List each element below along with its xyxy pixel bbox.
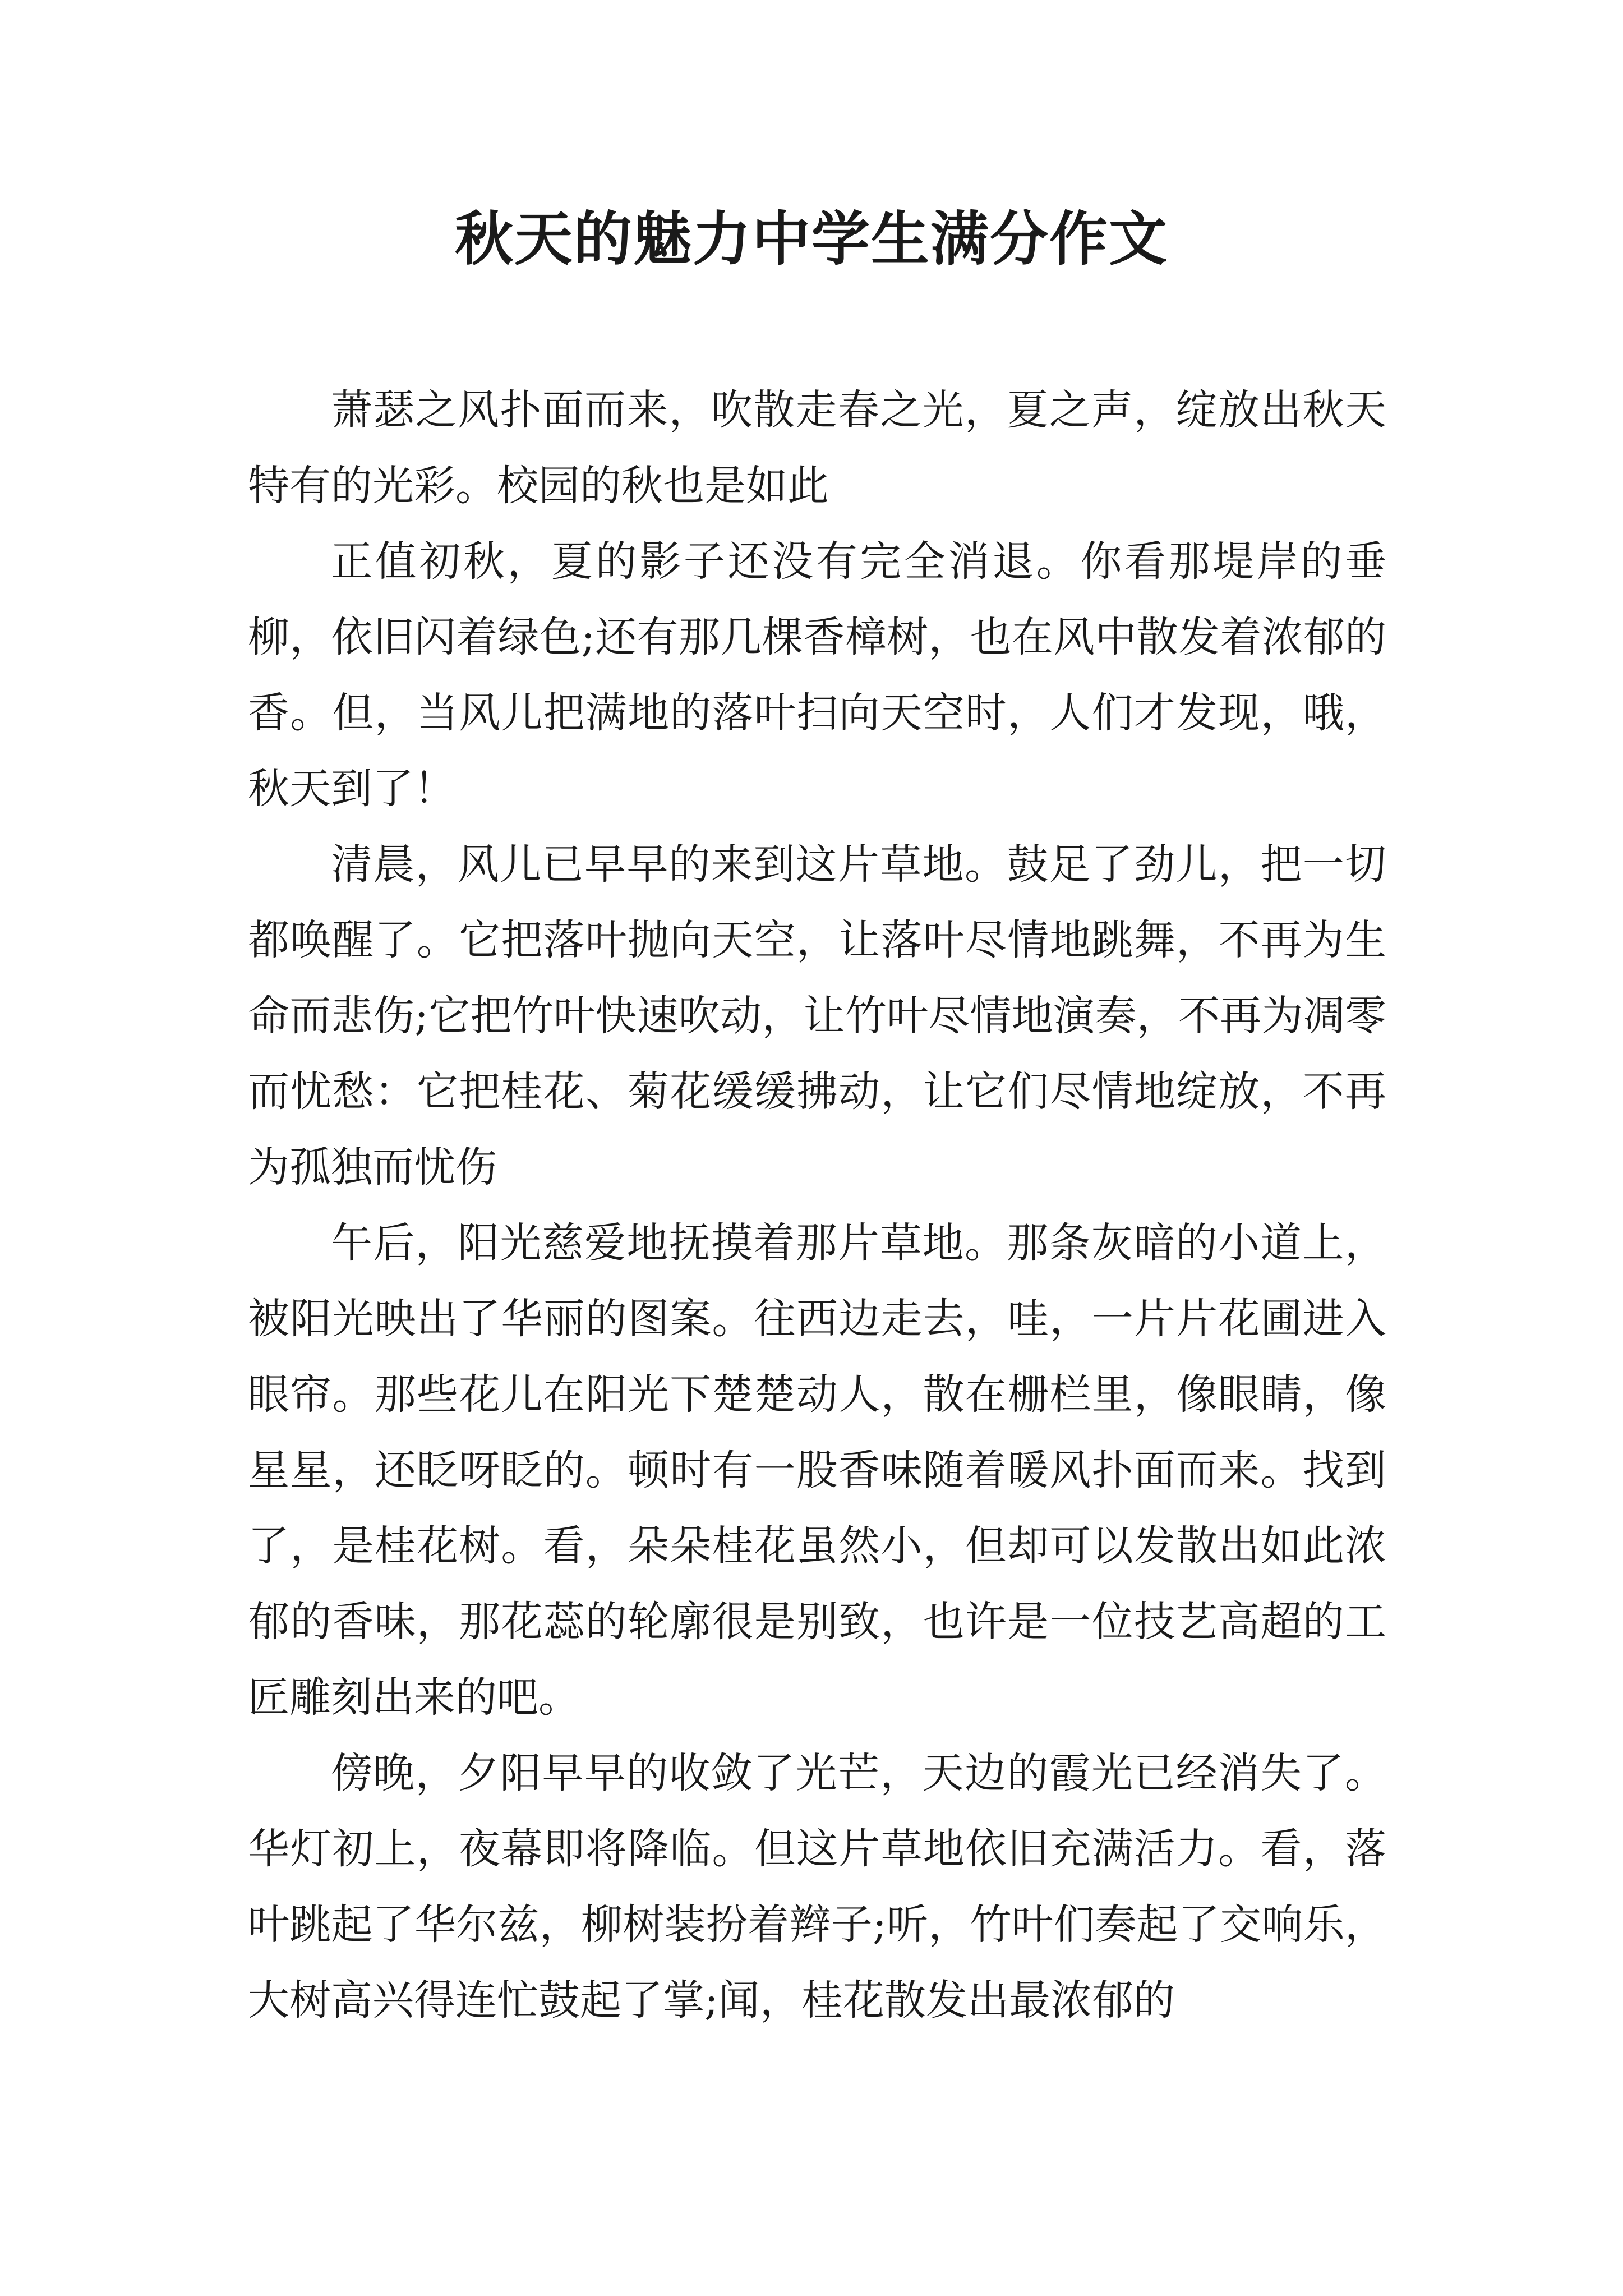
paragraph-1: 萧瑟之风扑面而来，吹散走春之光，夏之声，绽放出秋天特有的光彩。校园的秋也是如此: [248, 386, 1386, 510]
paragraph-2: 正值初秋，夏的影子还没有完全消退。你看那堤岸的垂柳，依旧闪着绿色;还有那几棵香樟树，也在风中散发着浓郁的香。但，当风儿把满地的落叶扫向天空时，人们才发现，哦，秋天到了！: [248, 537, 1386, 813]
paragraph-5: 傍晚，夕阳早早的收敛了光芒，天边的霞光已经消失了。华灯初上，夜幕即将降临。但这片草地依旧充满活力。看，落叶跳起了华尔兹，柳树装扮着辫子;听，竹叶们奏起了交响乐，大树高兴得连忙鼓起了掌;闻，桂花散发出最浓郁的: [248, 1749, 1386, 2024]
document-body: [248, 372, 1386, 2039]
paragraph-3: 清晨，风儿已早早的来到这片草地。鼓足了劲儿，把一切都唤醒了。它把落叶抛向天空，让落叶尽情地跳舞，不再为生命而悲伤;它把竹叶快速吹动，让竹叶尽情地演奏，不再为凋零而忧愁：它把桂花、菊花缓缓拂动，让它们尽情地绽放，不再为孤独而忧伤: [248, 840, 1386, 1191]
paragraph-4: 午后，阳光慈爱地抚摸着那片草地。那条灰暗的小道上，被阳光映出了华丽的图案。往西边走去，哇，一片片花圃进入眼帘。那些花儿在阳光下楚楚动人，散在栅栏里，像眼睛，像星星，还眨呀眨的。顿时有一股香味随着暖风扑面而来。找到了，是桂花树。看，朵朵桂花虽然小，但却可以发散出如此浓郁的香味，那花蕊的轮廓很是别致，也许是一位技艺高超的工匠雕刻出来的吧。: [248, 1219, 1386, 1722]
document-title: 秋天的魅力中学生满分作文: [454, 204, 1168, 273]
